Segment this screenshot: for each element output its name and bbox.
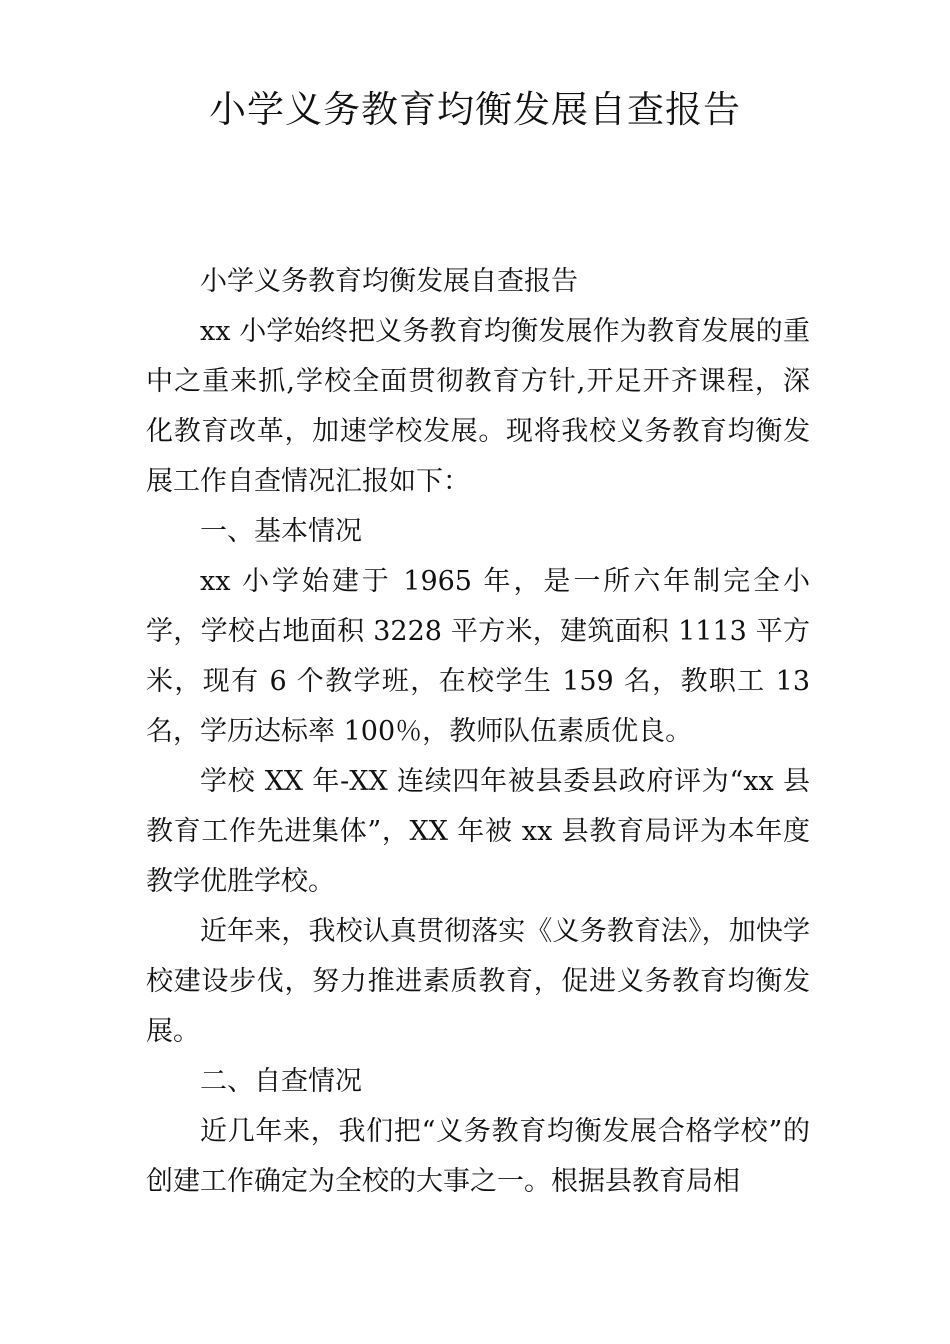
basic-info-paragraph: xx 小学始建于 1965 年，是一所六年制完全小学，学校占地面积 3228 平方米，建筑面积 1113 平方米，现有 6 个教学班，在校学生 159 名，教职工 13 名，学历达标率 100％，教师队伍素质优良。: [146, 566, 810, 747]
honors-paragraph: 学校 XX 年-XX 连续四年被县委县政府评为“xx 县教育工作先进集体”，XX 年被 xx 县教育局评为本年度教学优胜学校。: [146, 766, 810, 897]
recent-years-paragraph: 近年来，我校认真贯彻落实《义务教育法》，加快学校建设步伐，努力推进素质教育，促进义务教育均衡发展。: [146, 916, 810, 1047]
section-heading-basic-info: 一、基本情况: [200, 516, 362, 547]
document-title: 小学义务教育均衡发展自查报告: [209, 88, 741, 131]
intro-paragraph: xx 小学始终把义务教育均衡发展作为教育发展的重中之重来抓,学校全面贯彻教育方针,开足开齐课程，深化教育改革，加速学校发展。现将我校义务教育均衡发展工作自查情况汇报如下：: [146, 316, 810, 497]
self-check-paragraph: 近几年来，我们把“义务教育均衡发展合格学校”的创建工作确定为全校的大事之一。根据县教育局相: [146, 1116, 810, 1197]
document-body: [146, 257, 810, 1207]
section-heading-self-check: 二、自查情况: [200, 1066, 362, 1097]
body-heading: 小学义务教育均衡发展自查报告: [200, 266, 578, 297]
